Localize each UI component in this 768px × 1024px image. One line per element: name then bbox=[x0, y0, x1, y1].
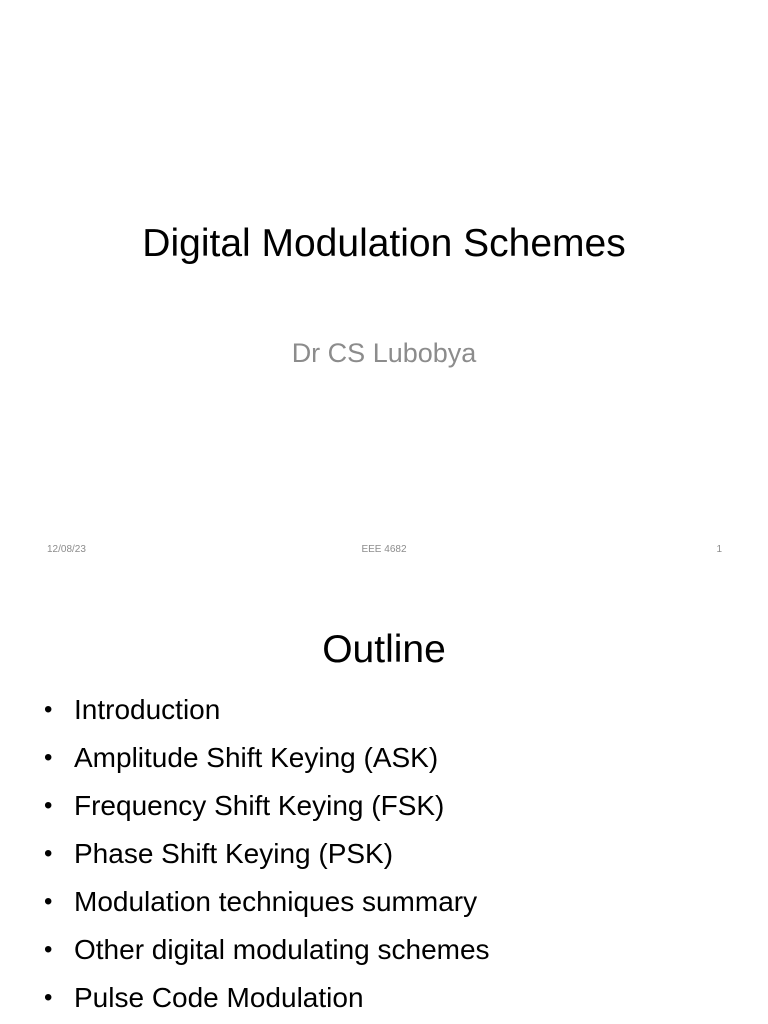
bullet-icon: • bbox=[44, 936, 53, 963]
list-item bbox=[44, 974, 490, 1022]
footer-course-code: EEE 4682 bbox=[361, 544, 407, 555]
list-item-text: Introduction bbox=[74, 694, 221, 725]
list-item-text: Other digital modulating schemes bbox=[74, 934, 490, 965]
outline-list bbox=[44, 686, 490, 1022]
list-item bbox=[44, 926, 490, 974]
bullet-icon: • bbox=[44, 792, 53, 819]
bullet-icon: • bbox=[44, 984, 53, 1011]
footer-date: 12/08/23 bbox=[47, 544, 86, 555]
list-item-text: Frequency Shift Keying (FSK) bbox=[74, 790, 445, 821]
list-item bbox=[44, 734, 490, 782]
bullet-icon: • bbox=[44, 888, 53, 915]
bullet-icon: • bbox=[44, 840, 53, 867]
list-item bbox=[44, 782, 490, 830]
list-item-text: Phase Shift Keying (PSK) bbox=[74, 838, 394, 869]
author-name: Dr CS Lubobya bbox=[291, 338, 477, 368]
slide-title: Digital Modulation Schemes bbox=[142, 222, 626, 265]
outline-title: Outline bbox=[322, 628, 446, 671]
list-item-text: Pulse Code Modulation bbox=[74, 982, 364, 1013]
list-item bbox=[44, 878, 490, 926]
list-item-text: Modulation techniques summary bbox=[74, 886, 478, 917]
bullet-icon: • bbox=[44, 744, 53, 771]
list-item bbox=[44, 686, 490, 734]
bullet-icon: • bbox=[44, 696, 53, 723]
list-item-text: Amplitude Shift Keying (ASK) bbox=[74, 742, 439, 773]
footer-page-number: 1 bbox=[716, 544, 722, 555]
list-item bbox=[44, 830, 490, 878]
outline-slide bbox=[0, 576, 768, 1024]
